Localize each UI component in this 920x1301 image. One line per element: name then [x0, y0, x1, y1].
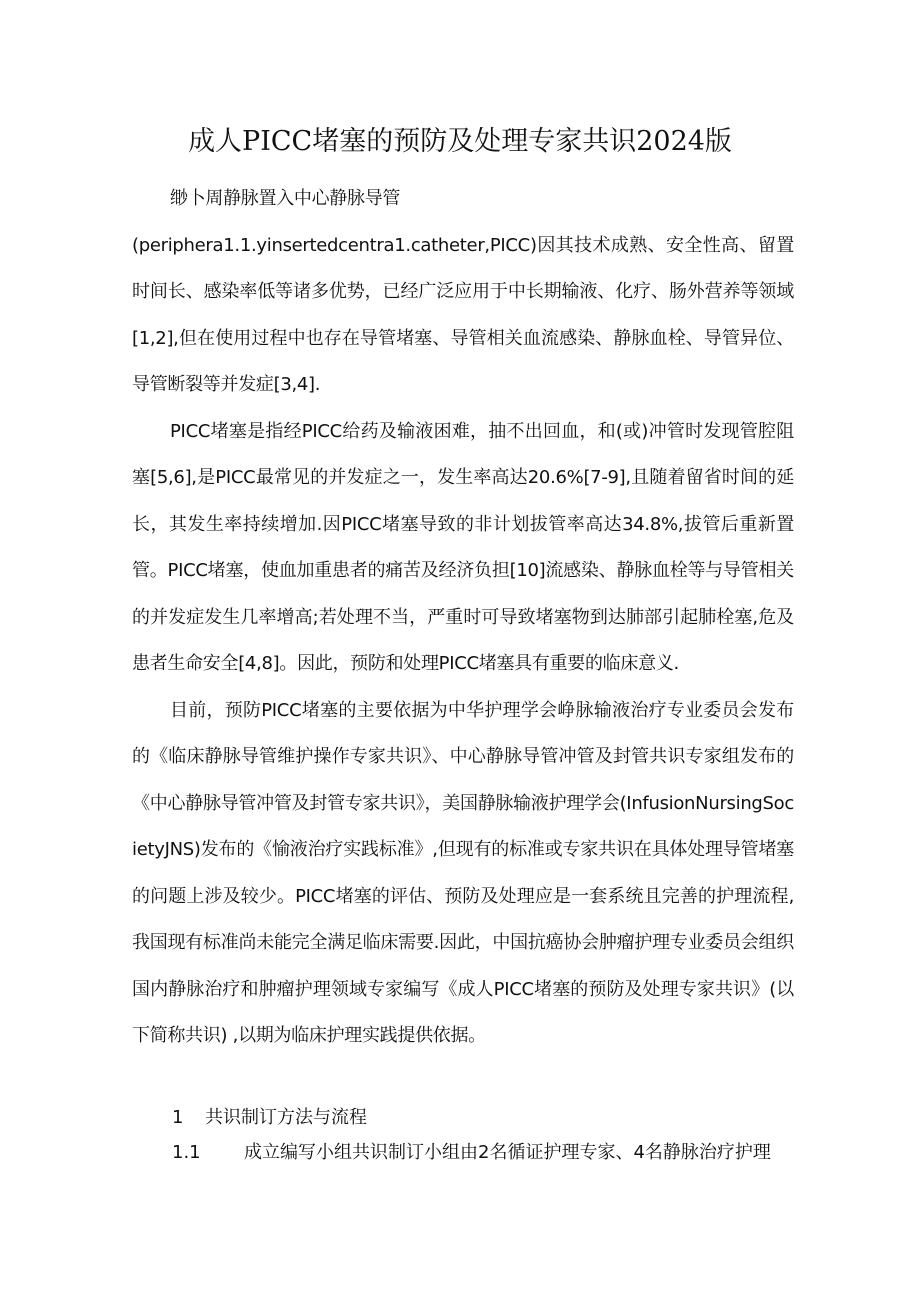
document-body	[132, 176, 794, 1060]
section-heading-1	[172, 1098, 367, 1138]
section-title: 共识制订方法与流程	[205, 1107, 367, 1128]
document-title: 成人PICC堵塞的预防及处理专家共识2024版	[188, 126, 732, 157]
paragraph-background: (periphera1.1.yinsertedcentra1.catheter,PICC)因其技术成熟、安全性高、留置时间长、感染率低等诸多优势，已经广泛应用于中长期输液、化疗、肠外营养等领域[1,2],但在使用过程中也存在导管堵塞、导管相关血流感染、静脉血栓、导管异位、导管断裂等并发症[3,4].	[132, 234, 794, 395]
paragraph-current-status: 目前，预防PICC堵塞的主要依据为中华护理学会峥脉输液治疗专业委员会发布的《临床静脉导管维护操作专家共识》、中心静脉导管冲管及封管共识专家组发布的《中心静脉导管冲管及封管专家共识》，美国静脉输液护理学会(InfusionNursingSocietyJNS)发布的《愉液治疗实践标准》,但现有的标准或专家共识在具体处理导管堵塞的问题上涉及较少。PICC堵塞的评估、预防及处理应是一套系统且完善的护理流程,我国现有标准尚未能完全满足临床需要.因此，中国抗癌协会肿瘤护理专业委员会组织国内静脉治疗和肿瘤护理领域专家编写《成人PICC堵塞的预防及处理专家共识》(以下简称共识) ,以期为临床护理实践提供依据。	[132, 699, 794, 1046]
subsection-text: 成立编写小组共识制订小组由2名循证护理专家、4名静脉治疗护理	[244, 1142, 771, 1163]
paragraph-intro-line: 缈卜周静脉置入中心静脉导管	[170, 188, 401, 209]
subsection-number: 1.1	[172, 1142, 201, 1163]
section-heading-1-1	[172, 1133, 794, 1173]
section-number: 1	[172, 1107, 184, 1128]
paragraph-definition: PICC堵塞是指经PICC给药及输液困难，抽不出回血，和(或)冲管时发现管腔阻塞[5,6],是PICC最常见的并发症之一，发生率高达20.6%[7-9],且随着留省时间的延长，其发生率持续增加.因PICC堵塞导致的非计划拔管率高达34.8%,拔管后重新置管。PICC堵塞，使血加重患者的痛苦及经济负担[10]流感染、静脉血栓等与导管相关的并发症发生几率增高;若处理不当，严重时可导致堵塞物到达肺部引起肺栓塞,危及患者生命安全[4,8]。因此，预防和处理PICC堵塞具有重要的临床意义.	[132, 420, 794, 674]
